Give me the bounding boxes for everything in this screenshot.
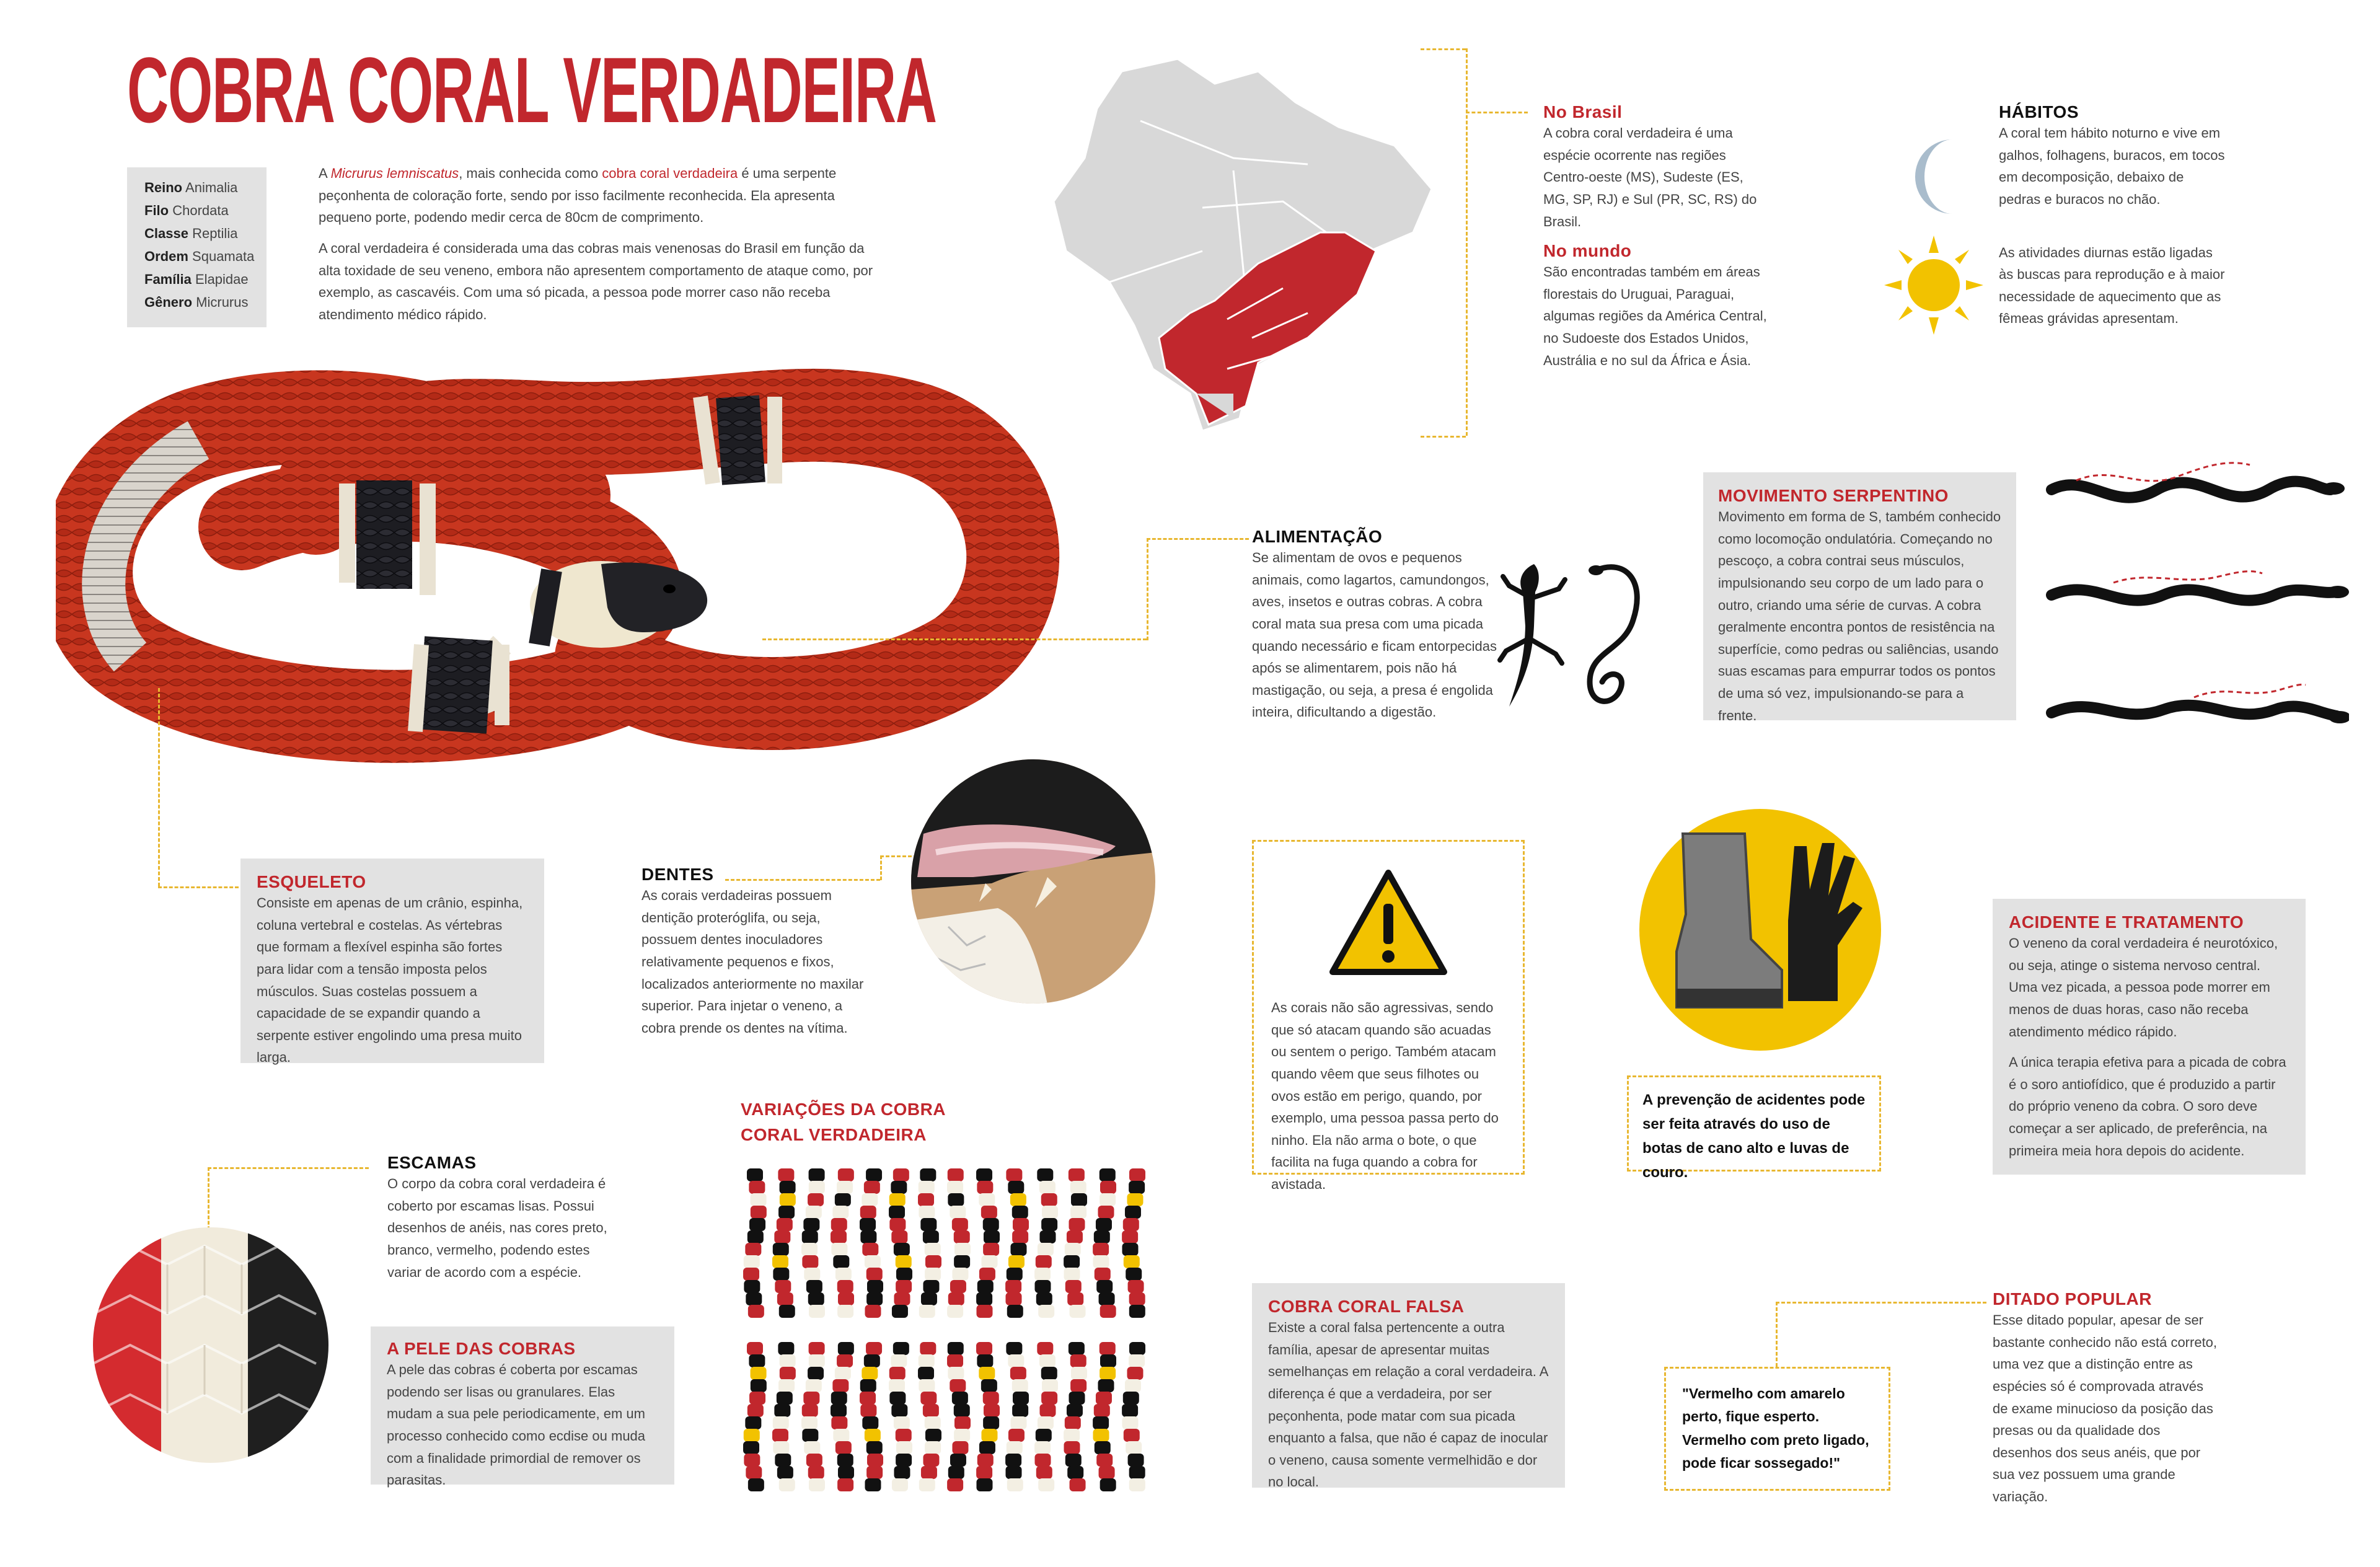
variacoes-heading-line1: VARIAÇÕES DA COBRA <box>741 1100 946 1119</box>
dentes-section <box>641 865 877 1048</box>
brazil-map <box>1047 46 1450 443</box>
variation-strip <box>1064 1168 1087 1318</box>
pele-text: A pele das cobras é coberta por escamas podendo ser lisas ou granulares. Elas mudam a sua pele periodicamente, em um processo conhecido como ecdise ou muda com a finalidade primordial de remover os parasitas. <box>387 1362 646 1488</box>
habitos-heading: HÁBITOS <box>1999 102 2079 121</box>
acidente-text-2: A única terapia efetiva para a picada de cobra é o soro antiofídico, que é produzido a partir do próprio veneno da cobra. O soro deve começar a ser aplicado, de preferência, na primeira meia hora depois do acidente. <box>2009 1054 2286 1159</box>
movimento-text: Movimento em forma de S, também conhecido como locomoção ondulatória. Começando no pescoço, a cobra contrai seus músculos, impulsionando seu corpo de um lado para o outro, criando uma série de curvas. A cobra geralmente encontra pontos de resistência na superfície, como pedras ou saliências, usando suas escamas para empurrar todos os pontos de uma só vez, impulsionando-se para a frente. <box>1718 509 2001 723</box>
alimentacao-section <box>1252 527 1500 732</box>
esqueleto-text: Consiste em apenas de um crânio, espinha, coluna vertebral e costelas. As vértebras que formam a flexível espinha são fortes para lidar com a tensão imposta pelos músculos. Suas costelas possuem a capacidade de se expandir quando a serpente estiver engolindo uma presa muito larga. <box>257 895 523 1066</box>
habitos-night-text: A coral tem hábito noturno e vive em galhos, folhagens, buracos, em tocos em decomposição, debaixo de pedras e buracos no chão. <box>1999 125 2225 207</box>
prevencao-box <box>1627 1075 1881 1181</box>
variation-strip <box>947 1342 971 1491</box>
alimentacao-text: Se alimentam de ovos e pequenos animais, como lagartos, camundongos, aves, insetos e outras cobras. A cobra coral mata sua presa com uma picada quando necessário e ficam entorpecidas após se alimentarem, pois não há mastigação, ou seja, a presa é engolida inteira, dificultando a digestão. <box>1252 550 1497 720</box>
worm-snake-icon <box>1577 558 1652 713</box>
page-title: COBRA CORAL VERDADEIRA <box>127 38 937 142</box>
intro-paragraph-1: A Micrurus lemniscatus, mais conhecida como cobra coral verdadeira é uma serpente peçonhenta de coloração forte, sendo por isso facilmente reconhecida. Ela apresenta pequeno porte, podendo medir cerca de 80cm de comprimento. <box>319 166 837 226</box>
variation-strip <box>1122 1342 1145 1491</box>
brasil-heading: No Brasil <box>1543 102 1623 121</box>
escamas-section <box>387 1153 617 1292</box>
acidente-box <box>1993 899 2306 1175</box>
habitos-day-text: As atividades diurnas estão ligadas às buscas para reprodução e à maior necessidade de aquecimento que as fêmeas grávidas apresentam. <box>1999 244 2225 327</box>
movimento-heading: MOVIMENTO SERPENTINO <box>1718 486 1949 505</box>
variation-strip <box>1064 1342 1087 1491</box>
falsa-heading: COBRA CORAL FALSA <box>1268 1297 1465 1316</box>
pele-heading: A PELE DAS COBRAS <box>387 1339 576 1358</box>
variation-strip <box>772 1168 796 1318</box>
mundo-heading: No mundo <box>1543 241 1632 261</box>
moon-icon <box>1903 133 1965 220</box>
escamas-heading: ESCAMAS <box>387 1153 477 1172</box>
variation-strip <box>772 1342 796 1491</box>
dentes-heading: DENTES <box>641 865 714 884</box>
esqueleto-heading: ESQUELETO <box>257 872 366 891</box>
variation-strip <box>1034 1342 1058 1491</box>
coral-snake-illustration <box>56 335 1184 806</box>
sun-icon <box>1884 236 1983 335</box>
ditado-quote: "Vermelho com amarelo perto, fique esperto. Vermelho com preto ligado, pode ficar sossegado!" <box>1682 1385 1869 1471</box>
distribution-section <box>1543 102 1773 380</box>
variation-strip <box>831 1342 854 1491</box>
lizard-icon <box>1491 558 1571 713</box>
variation-strip <box>1093 1342 1116 1491</box>
ditado-text: Esse ditado popular, apesar de ser bastante conhecido não está correto, uma vez que a distinção entre as espécies só é comprovada através de exame minucioso da posição das presas ou da qualidade dos desenhos dos seus anéis, que por sua vez possuem uma grande variação. <box>1993 1312 2218 1504</box>
taxonomy-classe: Classe Reptilia <box>144 226 238 241</box>
boot-gloves-icon <box>1639 809 1881 1051</box>
alimentacao-heading: ALIMENTAÇÃO <box>1252 527 1383 546</box>
ditado-section <box>1993 1289 2222 1517</box>
variation-strip <box>889 1168 912 1318</box>
variation-strip <box>1005 1168 1029 1318</box>
variation-strip <box>1093 1168 1116 1318</box>
acidente-heading: ACIDENTE E TRATAMENTO <box>2009 912 2244 932</box>
variation-strip <box>860 1342 883 1491</box>
variation-strip <box>918 1168 941 1318</box>
intro-text <box>319 162 876 334</box>
brasil-text: A cobra coral verdadeira é uma espécie ocorrente nas regiões Centro-oeste (MS), Sudeste (ES, MG, SP, RJ) e Sul (PR, SC, RS) do Brasil. <box>1543 125 1757 229</box>
taxonomy-box <box>127 167 267 327</box>
ditado-quote-box <box>1664 1367 1890 1491</box>
variation-strip <box>1034 1168 1058 1318</box>
taxonomy-ordem: Ordem Squamata <box>144 249 255 264</box>
variation-strip <box>801 1168 825 1318</box>
habitos-section <box>1999 102 2228 338</box>
warning-icon <box>1326 867 1450 978</box>
taxonomy-genero: Gênero Micrurus <box>144 294 249 310</box>
variation-strip <box>743 1342 767 1491</box>
teeth-illustration <box>911 759 1156 1004</box>
taxonomy-filo: Filo Chordata <box>144 203 229 218</box>
intro-paragraph-2: A coral verdadeira é considerada uma das cobras mais venenosas do Brasil em função da alta toxidade de seu veneno, embora não apresentem comportamento de ataque como, por exemplo, as cascavéis. Com uma só picada, a pessoa pode morrer caso não receba atendimento médico rápido. <box>319 240 873 322</box>
variation-strip <box>831 1168 854 1318</box>
variation-strip <box>801 1342 825 1491</box>
esqueleto-box <box>240 859 544 1066</box>
snake-wave-icon <box>2039 452 2349 738</box>
dentes-text: As corais verdadeiras possuem dentição proteróglifa, ou seja, possuem dentes inoculadores relativamente pequenos e fixos, localizados anteriormente no maxilar superior. Para injetar o veneno, a cobra prende os dentes na vítima. <box>641 888 864 1036</box>
variations-illustration <box>741 1168 1162 1497</box>
variation-strip <box>976 1168 1000 1318</box>
variation-strip <box>947 1168 971 1318</box>
mundo-text: São encontradas também em áreas florestais do Uruguai, Paraguai, algumas regiões da América Central, no Sudoeste dos Estados Unidos, Austrália e no sul da África e Ásia. <box>1543 264 1767 368</box>
movimento-box <box>1703 472 2016 723</box>
acidente-text-1: O veneno da coral verdadeira é neurotóxico, ou seja, atinge o sistema nervoso central. Uma vez picada, a pessoa pode morrer em menos de duas horas, caso não receba atendimento médico rápido. <box>2009 935 2278 1040</box>
variacoes-heading-line2: CORAL VERDADEIRA <box>741 1124 927 1144</box>
escamas-text: O corpo da cobra coral verdadeira é coberto por escamas lisas. Possui desenhos de anéis, nas cores preto, branco, vermelho, podendo estes variar de acordo com a espécie. <box>387 1176 607 1280</box>
pele-box <box>371 1326 674 1488</box>
variation-strip <box>918 1342 941 1491</box>
prevencao-text: A prevenção de acidentes pode ser feita através do uso de botas de cano alto e luvas de couro. <box>1642 1092 1866 1181</box>
taxonomy-familia: Família Elapidae <box>144 271 249 287</box>
falsa-text: Existe a coral falsa pertencente a outra família, apesar de apresentar muitas semelhanças em relação a coral verdadeira. A diferença é que a verdadeira, por ser peçonhenta, pode matar com sua picada enquanto a falsa, que não é capaz de inocular o veneno, causa somente vermelhidão e dor no local. <box>1268 1320 1548 1490</box>
taxonomy-reino: Reino Animalia <box>144 180 238 195</box>
perigo-text: As corais não são agressivas, sendo que só atacam quando são acuadas ou sentem o perigo. Também atacam quando vêem que seus filhotes ou ovos estão em perigo, quando, por exemplo, uma pessoa passa perto do ninho. Ela não arma o bote, o que facilita na fuga quando a cobra for avistada. <box>1271 1000 1499 1192</box>
variation-strip <box>976 1342 1000 1491</box>
variation-strip <box>1122 1168 1145 1318</box>
ditado-heading: DITADO POPULAR <box>1993 1289 2152 1309</box>
variacoes-heading <box>741 1097 946 1147</box>
variation-strip <box>889 1342 912 1491</box>
variation-strip <box>860 1168 883 1318</box>
perigo-box <box>1252 840 1525 1192</box>
variation-strip <box>1005 1342 1029 1491</box>
scales-illustration <box>93 1227 328 1463</box>
variation-strip <box>743 1168 767 1318</box>
falsa-box <box>1252 1283 1565 1488</box>
